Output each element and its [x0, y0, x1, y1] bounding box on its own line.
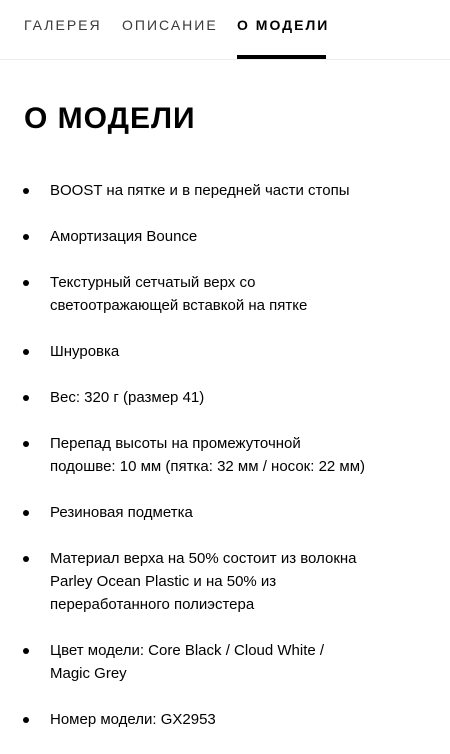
feature-text-line: Перепад высоты на промежуточной	[50, 435, 301, 452]
feature-list	[0, 179, 450, 754]
active-tab-indicator	[237, 55, 326, 59]
bullet-icon	[23, 188, 29, 194]
feature-item	[0, 639, 450, 685]
feature-text-line: Шнуровка	[50, 343, 120, 360]
tab-gallery[interactable]: ГАЛЕРЕЯ	[24, 17, 102, 33]
feature-item	[0, 547, 450, 616]
feature-text-line: переработанного полиэстера	[50, 596, 255, 613]
feature-item	[0, 340, 450, 363]
feature-text-line: BOOST на пятке и в передней части стопы	[50, 182, 350, 199]
feature-item	[0, 271, 450, 317]
bullet-icon	[23, 349, 29, 355]
feature-text-line: Материал верха на 50% состоит из волокна	[50, 550, 357, 567]
tab-about-model[interactable]: О МОДЕЛИ	[237, 17, 330, 33]
feature-text-line: подошве: 10 мм (пятка: 32 мм / носок: 22 мм)	[50, 458, 366, 475]
feature-item	[0, 225, 450, 248]
bullet-icon	[23, 441, 29, 447]
feature-item	[0, 179, 450, 202]
feature-item	[0, 708, 450, 731]
feature-item	[0, 432, 450, 478]
feature-item	[0, 386, 450, 409]
feature-text-line: Parley Ocean Plastic и на 50% из	[50, 573, 277, 590]
tab-description[interactable]: ОПИСАНИЕ	[122, 17, 218, 33]
bullet-icon	[23, 556, 29, 562]
bullet-icon	[23, 280, 29, 286]
feature-text-line: Magic Grey	[50, 665, 127, 682]
bullet-icon	[23, 510, 29, 516]
bullet-icon	[23, 648, 29, 654]
feature-text-line: Текстурный сетчатый верх со	[50, 274, 256, 291]
feature-text-line: Резиновая подметка	[50, 504, 193, 521]
feature-item	[0, 501, 450, 524]
bullet-icon	[23, 717, 29, 723]
feature-text-line: Вес: 320 г (размер 41)	[50, 389, 205, 406]
feature-text-line: Цвет модели: Core Black / Cloud White /	[50, 642, 325, 659]
section-title: О МОДЕЛИ	[24, 102, 196, 135]
feature-text-line: Амортизация Bounce	[50, 228, 198, 245]
bullet-icon	[23, 395, 29, 401]
feature-text-line: Номер модели: GX2953	[50, 711, 216, 728]
feature-text-line: светоотражающей вставкой на пятке	[50, 297, 308, 314]
tab-bar	[0, 0, 450, 60]
bullet-icon	[23, 234, 29, 240]
